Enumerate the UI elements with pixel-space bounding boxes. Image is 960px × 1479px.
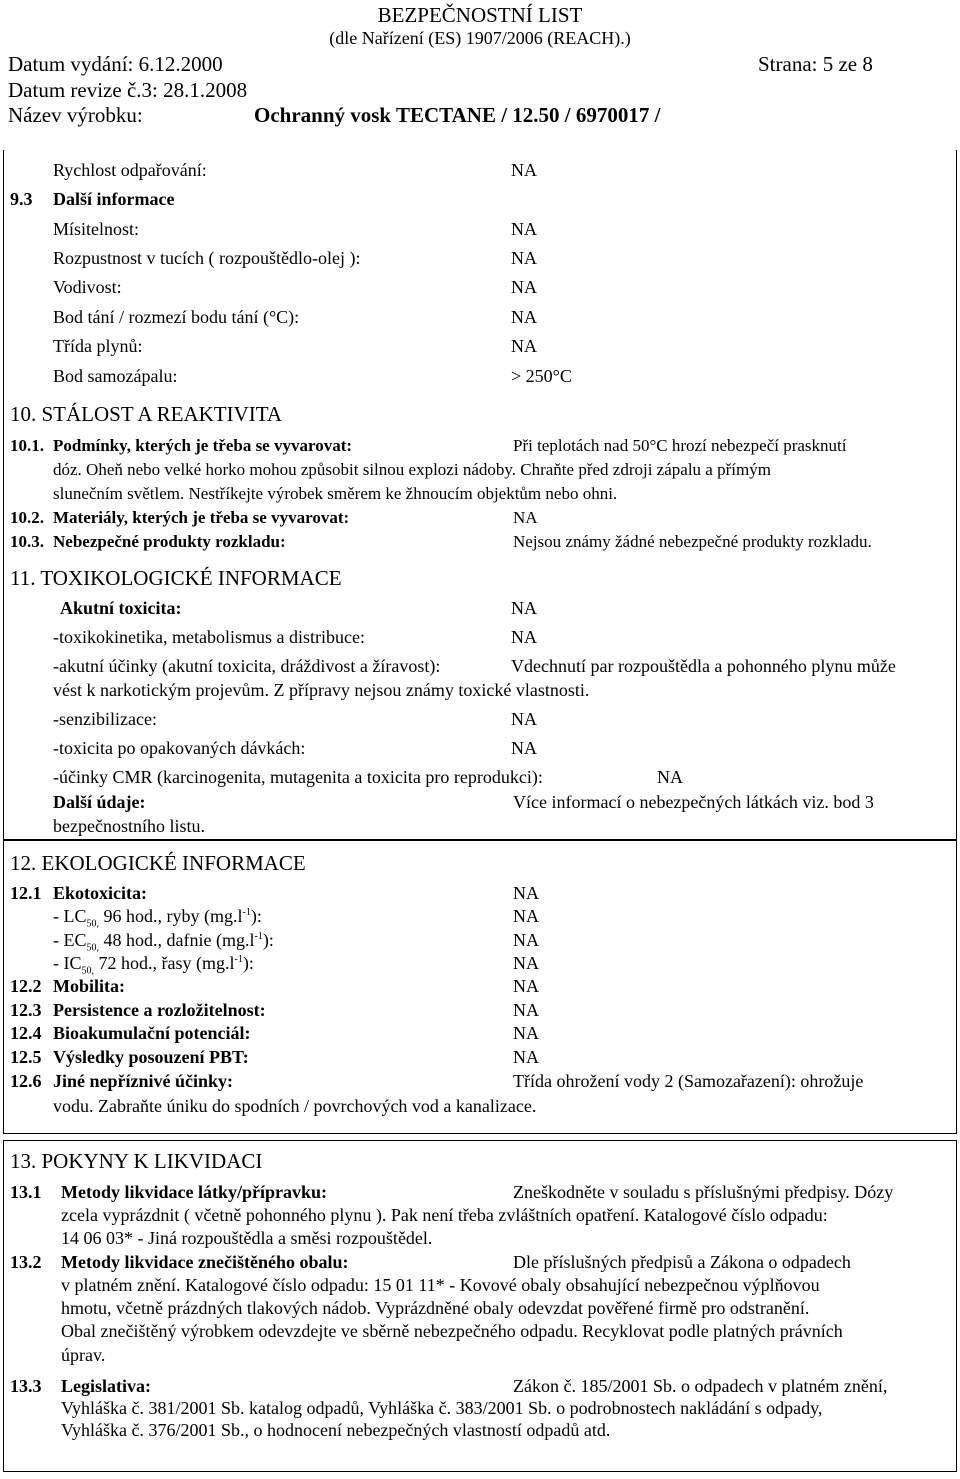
other-effects-label: Jiné nepříznivé účinky: bbox=[53, 1071, 234, 1091]
subsection-number: 10.2. bbox=[10, 508, 44, 527]
subsection-label: Podmínky, kterých je třeba se vyvarovat: bbox=[53, 436, 353, 455]
acute-effects-value: Vdechnutí par rozpouštědla a pohonného plynu může bbox=[511, 656, 896, 676]
ic50-value: NA bbox=[513, 953, 539, 973]
evaporation-label: Rychlost odpařování: bbox=[53, 160, 207, 180]
packaging-disposal-value: Dle příslušných předpisů a Zákona o odpadech bbox=[513, 1252, 851, 1272]
packaging-disposal-text: úprav. bbox=[61, 1345, 106, 1365]
property-label: Vodivost: bbox=[53, 277, 122, 297]
subsection-number: 9.3 bbox=[10, 189, 33, 209]
cmr-label: -účinky CMR (karcinogenita, mutagenita a toxicita pro reprodukci): bbox=[53, 767, 543, 787]
subsection-value: NA bbox=[513, 508, 538, 527]
subsection-number: 13.2 bbox=[10, 1252, 42, 1272]
packaging-disposal-text: hmotu, včetně prázdných tlakových nádob. Vyprázdněné obaly odevzdat pověřené firmě pro odstranění. bbox=[61, 1298, 810, 1318]
subsection-number: 12.3 bbox=[10, 1000, 42, 1020]
subsection-title: Další informace bbox=[53, 189, 175, 209]
acute-effects-label: -akutní účinky (akutní toxicita, dráždivost a žíravost): bbox=[53, 656, 441, 676]
legislation-text: Vyhláška č. 381/2001 Sb. katalog odpadů, Vyhláška č. 383/2001 Sb. o podrobnostech nakládání s odpady, bbox=[61, 1398, 823, 1418]
evaporation-value: NA bbox=[511, 160, 537, 180]
disposal-method-text: zcela vyprázdnit ( včetně pohonného plynu ). Pak není třeba zvláštních opatření. Katalogové číslo odpadu: bbox=[61, 1205, 828, 1225]
disposal-method-text: 14 06 03* - Jiná rozpouštědla a směsi rozpouštědel. bbox=[61, 1228, 433, 1248]
document-title: BEZPEČNOSTNÍ LIST bbox=[377, 3, 583, 27]
subsection-label: Nebezpečné produkty rozkladu: bbox=[53, 532, 286, 551]
property-value: > 250°C bbox=[511, 366, 572, 386]
subsection-label: Materiály, kterých je třeba se vyvarovat: bbox=[53, 508, 350, 527]
section-11-title: 11. TOXIKOLOGICKÉ INFORMACE bbox=[10, 566, 342, 590]
disposal-method-label: Metody likvidace látky/přípravku: bbox=[61, 1182, 328, 1202]
subsection-number: 12.2 bbox=[10, 976, 42, 996]
other-effects-value: Třída ohrožení vody 2 (Samozařazení): ohrožuje bbox=[513, 1071, 864, 1091]
issue-date: Datum vydání: 6.12.2000 bbox=[8, 52, 223, 76]
bioaccumulation-label: Bioakumulační potenciál: bbox=[53, 1023, 251, 1043]
ecotoxicity-value: NA bbox=[513, 883, 539, 903]
bioaccumulation-value: NA bbox=[513, 1023, 539, 1043]
subsection-number: 12.5 bbox=[10, 1047, 42, 1067]
toxicokinetics-value: NA bbox=[511, 627, 537, 647]
property-value: NA bbox=[511, 248, 537, 268]
persistence-label: Persistence a rozložitelnost: bbox=[53, 1000, 266, 1020]
mobility-label: Mobilita: bbox=[53, 976, 125, 996]
subsection-text: dóz. Oheň nebo velké horko mohou způsobit silnou explozi nádoby. Chraňte před zdroji zápalu a přímým bbox=[53, 460, 771, 479]
ec50-label: - $EC_{50,}$ 48 hod., dafnie $(mg.l^{-1})$: bbox=[53, 930, 274, 954]
legislation-value: Zákon č. 185/2001 Sb. o odpadech v platném znění, bbox=[513, 1376, 888, 1396]
packaging-disposal-text: Obal znečištěný výrobkem odevzdejte ve sběrně nebezpečného odpadu. Recyklovat podle platných právních bbox=[61, 1321, 843, 1341]
legislation-text: Vyhláška č. 376/2001 Sb., o hodnocení nebezpečných vlastností odpadů atd. bbox=[61, 1420, 611, 1440]
property-label: Mísitelnost: bbox=[53, 219, 140, 239]
product-label: Název výrobku: bbox=[8, 103, 143, 127]
more-info-value: Více informací o nebezpečných látkách viz. bod 3 bbox=[513, 792, 874, 812]
ecotoxicity-label: Ekotoxicita: bbox=[53, 883, 147, 903]
lc50-label: - $LC_{50,}$ 96 hod., ryby $(mg.l^{-1})$: bbox=[53, 906, 262, 930]
ic50-label: - $IC_{50,}$ 72 hod., řasy $(mg.l^{-1})$: bbox=[53, 953, 254, 977]
subsection-text: slunečním světlem. Nestříkejte výrobek směrem ke žhnoucím objektům nebo ohni. bbox=[53, 484, 618, 503]
subsection-number: 12.4 bbox=[10, 1023, 42, 1043]
toxicokinetics-label: -toxikokinetika, metabolismus a distribuce: bbox=[53, 627, 365, 647]
property-value: NA bbox=[511, 277, 537, 297]
acute-toxicity-label: Akutní toxicita: bbox=[60, 598, 182, 618]
subsection-value: Nejsou známy žádné nebezpečné produkty rozkladu. bbox=[513, 532, 872, 551]
pbt-label: Výsledky posouzení PBT: bbox=[53, 1047, 249, 1067]
disposal-method-value: Zneškodněte v souladu s příslušnými předpisy. Dózy bbox=[513, 1182, 894, 1202]
subsection-value: Při teplotách nad 50°C hrozí nebezpečí prasknutí bbox=[513, 436, 847, 455]
revision-date: Datum revize č.3: 28.1.2008 bbox=[8, 78, 248, 102]
subsection-number: 12.6 bbox=[10, 1071, 42, 1091]
sensitization-value: NA bbox=[511, 709, 537, 729]
regulation-note: (dle Nařízení (ES) 1907/2006 (REACH).) bbox=[329, 28, 631, 48]
other-effects-text: vodu. Zabraňte úniku do spodních / povrchových vod a kanalizace. bbox=[53, 1096, 537, 1116]
persistence-value: NA bbox=[513, 1000, 539, 1020]
subsection-number: 13.1 bbox=[10, 1182, 42, 1202]
packaging-disposal-label: Metody likvidace znečištěného obalu: bbox=[61, 1252, 349, 1272]
packaging-disposal-text: v platném znění. Katalogové číslo odpadu: 15 01 11* - Kovové obaly obsahující nebezpečnou výplňovou bbox=[61, 1275, 820, 1295]
property-label: Třída plynů: bbox=[53, 336, 143, 356]
sensitization-label: -senzibilizace: bbox=[53, 709, 157, 729]
section-12-title: 12. EKOLOGICKÉ INFORMACE bbox=[10, 851, 306, 875]
subsection-number: 10.3. bbox=[10, 532, 44, 551]
ec50-value: NA bbox=[513, 930, 539, 950]
property-label: Bod samozápalu: bbox=[53, 366, 178, 386]
acute-effects-text: vést k narkotickým projevům. Z přípravy nejsou známy toxické vlastnosti. bbox=[53, 680, 590, 700]
section-13-title: 13. POKYNY K LIKVIDACI bbox=[10, 1149, 263, 1173]
product-name: Ochranný vosk TECTANE / 12.50 / 6970017 / bbox=[254, 103, 661, 127]
more-info-label: Další údaje: bbox=[53, 792, 146, 812]
mobility-value: NA bbox=[513, 976, 539, 996]
subsection-number: 10.1. bbox=[10, 436, 44, 455]
property-value: NA bbox=[511, 307, 537, 327]
acute-toxicity-value: NA bbox=[511, 598, 537, 618]
property-value: NA bbox=[511, 219, 537, 239]
pbt-value: NA bbox=[513, 1047, 539, 1067]
property-label: Rozpustnost v tucích ( rozpouštědlo-olej ): bbox=[53, 248, 361, 268]
more-info-text: bezpečnostního listu. bbox=[53, 816, 205, 836]
section-10-title: 10. STÁLOST A REAKTIVITA bbox=[10, 402, 283, 426]
repeated-dose-label: -toxicita po opakovaných dávkách: bbox=[53, 738, 306, 758]
lc50-value: NA bbox=[513, 906, 539, 926]
page-number: Strana: 5 ze 8 bbox=[758, 52, 873, 76]
property-value: NA bbox=[511, 336, 537, 356]
legislation-label: Legislativa: bbox=[61, 1376, 151, 1396]
subsection-number: 13.3 bbox=[10, 1376, 42, 1396]
repeated-dose-value: NA bbox=[511, 738, 537, 758]
cmr-value: NA bbox=[657, 767, 683, 787]
subsection-number: 12.1 bbox=[10, 883, 42, 903]
property-label: Bod tání / rozmezí bodu tání (°C): bbox=[53, 307, 300, 327]
